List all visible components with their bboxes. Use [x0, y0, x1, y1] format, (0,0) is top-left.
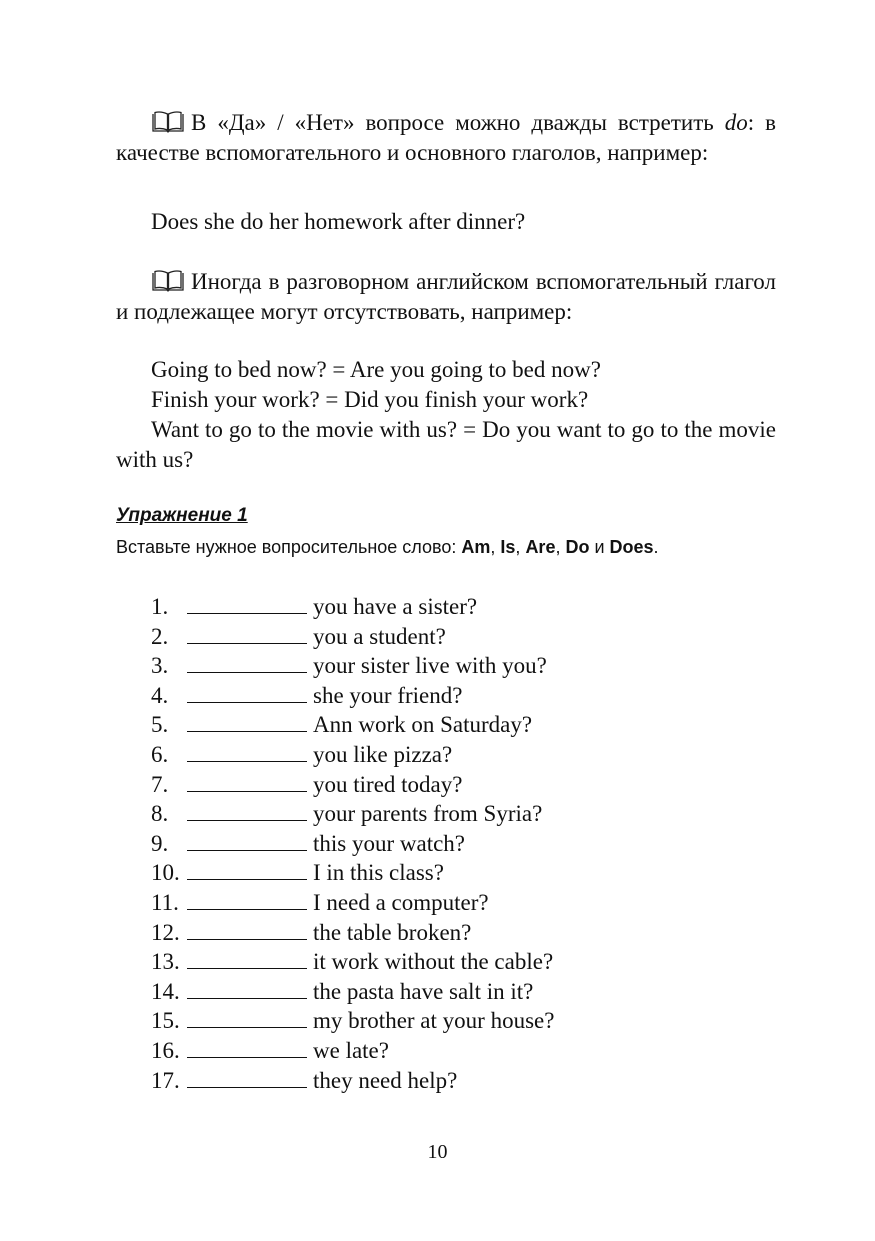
- answer-blank[interactable]: [187, 800, 307, 821]
- answer-blank[interactable]: [187, 1067, 307, 1088]
- example-line: Going to bed now? = Are you going to bed now?: [151, 357, 601, 382]
- answer-blank[interactable]: [187, 889, 307, 910]
- answer-blank[interactable]: [187, 652, 307, 673]
- comma: ,: [555, 537, 566, 557]
- item-number: 8.: [151, 801, 169, 827]
- example-line: Finish your work? = Did you finish your work?: [151, 387, 589, 412]
- item-number: 17.: [151, 1067, 180, 1093]
- conjunction: и: [589, 537, 610, 557]
- exercise-item: [151, 888, 554, 918]
- page-number: 10: [427, 1141, 448, 1163]
- comma: ,: [490, 537, 501, 557]
- word-does: Does: [609, 537, 654, 557]
- item-number: 9.: [151, 830, 169, 856]
- period: .: [653, 537, 659, 557]
- exercise-item: [151, 1066, 554, 1096]
- item-text: you have a sister?: [313, 594, 478, 619]
- item-number: 12.: [151, 919, 180, 945]
- example-does-she: Does she do her homework after dinner?: [151, 209, 526, 234]
- item-text: they need help?: [313, 1067, 458, 1093]
- examples-omission: [116, 355, 776, 475]
- item-text: it work without the cable?: [313, 949, 554, 975]
- item-text: your sister live with you?: [313, 653, 547, 679]
- exercise-item: [151, 1036, 554, 1066]
- exercise-item: [151, 799, 554, 829]
- answer-blank[interactable]: [187, 593, 307, 614]
- answer-blank[interactable]: [187, 948, 307, 969]
- exercise-item: [151, 770, 554, 800]
- item-number: 4.: [151, 682, 169, 708]
- item-text: you like pizza?: [313, 741, 453, 767]
- item-number: 13.: [151, 949, 180, 975]
- book-icon: [151, 111, 185, 133]
- exercise-item: [151, 740, 554, 770]
- item-text: you a student?: [313, 623, 446, 649]
- item-number: 3.: [151, 653, 169, 679]
- answer-blank[interactable]: [187, 771, 307, 792]
- answer-blank[interactable]: [187, 682, 307, 703]
- item-number: 2.: [151, 623, 169, 649]
- item-number: 11.: [151, 889, 179, 915]
- exercise-item: [151, 651, 554, 681]
- item-text: this your watch?: [313, 830, 466, 856]
- item-text: my brother at your house?: [313, 1008, 555, 1034]
- item-number: 5.: [151, 712, 169, 738]
- exercise-item: [151, 592, 554, 622]
- item-text: you tired today?: [313, 771, 463, 797]
- item-text: the table broken?: [313, 919, 472, 945]
- exercise-item: [151, 622, 554, 652]
- exercise-item: [151, 918, 554, 948]
- word-is: Is: [500, 537, 516, 557]
- item-number: 7.: [151, 771, 169, 797]
- exercise-item: [151, 829, 554, 859]
- exercise-title: Упражнение 1: [116, 505, 248, 526]
- comma: ,: [515, 537, 526, 557]
- exercise-item: [151, 947, 554, 977]
- item-number: 15.: [151, 1008, 180, 1034]
- exercise-item: [151, 977, 554, 1007]
- item-number: 6.: [151, 741, 169, 767]
- item-text: I in this class?: [313, 860, 444, 886]
- item-number: 16.: [151, 1037, 180, 1063]
- exercise-items: [151, 592, 554, 1095]
- answer-blank[interactable]: [187, 859, 307, 880]
- answer-blank[interactable]: [187, 1007, 307, 1028]
- example-line: Want to go to the movie with us? = Do you want to go to the movie with us?: [116, 417, 776, 472]
- answer-blank[interactable]: [187, 711, 307, 732]
- answer-blank[interactable]: [187, 623, 307, 644]
- note-do-twice: [116, 108, 776, 168]
- item-number: 10.: [151, 860, 180, 886]
- note1-text: В «Да» / «Нет» вопросе можно дважды встретить: [191, 110, 725, 135]
- word-do: Do: [565, 537, 590, 557]
- instruction-text: Вставьте нужное вопросительное слово:: [116, 537, 462, 557]
- item-text: your parents from Syria?: [313, 801, 543, 827]
- word-are: Are: [525, 537, 556, 557]
- exercise-item: [151, 681, 554, 711]
- exercise-item: [151, 710, 554, 740]
- word-am: Am: [461, 537, 491, 557]
- answer-blank[interactable]: [187, 978, 307, 999]
- book-icon: [151, 270, 185, 292]
- note1-text-end: : в качестве вспомогательного и основного глаголов, например:: [116, 110, 777, 165]
- answer-blank[interactable]: [187, 919, 307, 940]
- item-text: I need a computer?: [313, 889, 489, 915]
- exercise-item: [151, 858, 554, 888]
- answer-blank[interactable]: [187, 1037, 307, 1058]
- item-text: Ann work on Saturday?: [313, 712, 533, 738]
- item-number: 1.: [151, 594, 169, 619]
- item-number: 14.: [151, 978, 180, 1004]
- item-text: we late?: [313, 1037, 389, 1063]
- answer-blank[interactable]: [187, 741, 307, 762]
- item-text: the pasta have salt in it?: [313, 978, 534, 1004]
- exercise-item: [151, 1006, 554, 1036]
- note2-text: Иногда в разговорном английском вспомогательный глагол и подлежащее могут отсутствовать, например:: [116, 269, 776, 324]
- note1-italic-do: do: [724, 110, 748, 135]
- exercise-instruction: [116, 537, 816, 558]
- answer-blank[interactable]: [187, 830, 307, 851]
- item-text: she your friend?: [313, 682, 463, 708]
- note-omission: [116, 267, 776, 327]
